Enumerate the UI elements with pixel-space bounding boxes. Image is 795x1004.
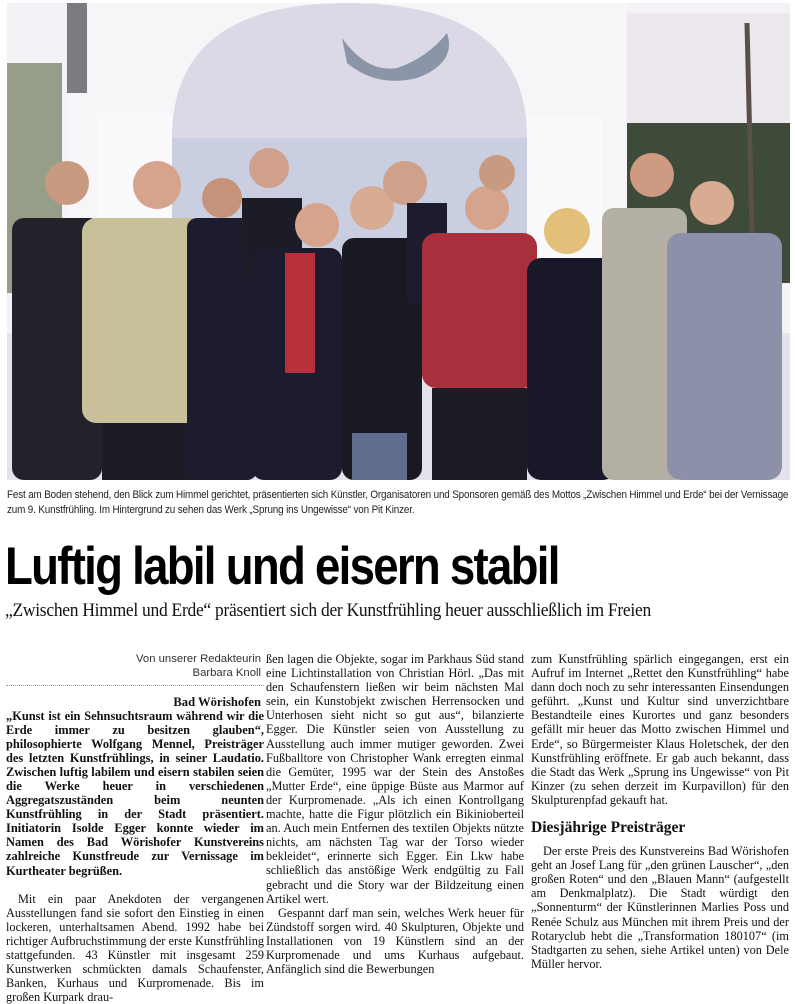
byline-divider bbox=[6, 685, 264, 686]
article-paragraph: Mit ein paar Anekdoten der vergangenen Ausstellungen fand sie sofort den Einstieg in einen lockeren, unterhaltsamen Abend. 1992 habe bei richtiger Aufbruchstimmung der erste Kunstfrühling stattgefunden. 43 Künstler mit insgesamt 259 Kunstwerken schmückten damals Schaufenster, Banken, Kurhaus und Kurpromenade. Bis im großen Kurpark drau- bbox=[6, 891, 264, 1004]
photo-caption bbox=[7, 488, 793, 518]
article-column-2 bbox=[266, 652, 524, 976]
byline bbox=[6, 652, 264, 680]
article-headline: Luftig labil und eisern stabil bbox=[5, 537, 559, 596]
article-paragraph: ßen lagen die Objekte, sogar im Parkhaus Süd stand eine Lichtinstallation von Christian Hörl. „Das mit den Schaufenstern ließen wir beim nächsten Mal sein, ein Kunstobjekt zwischen Herrensocken und Unterhosen sieht nicht so gut aus“, bilanzierte Egger. Die Künstler seien von Ausstellung zu Ausstellung auch immer mutiger geworden. Zwei Fußballtore von Christopher Wank erregten einmal die Gemüter, 1995 war der Stein des Anstoßes „Mutter Erde“, eine üppige Büste aus Marmor auf der Kurpromenade. „Als ich einen Kontrollgang machte, hatte die Figur plötzlich ein Bikinioberteil an. Auch mein Entfernen des textilen Objekts nützte nichts, am nächsten Tag war der Torso wieder bekleidet“, erinnerte sich Egger. Ein Lkw habe schließlich das anstößige Werk endgültig zu Fall gebracht und die Story war der Bildzeitung einen Artikel wert. bbox=[266, 652, 524, 906]
byline-author-role: Von unserer Redakteurin bbox=[136, 653, 261, 665]
dateline: Bad Wörishofen bbox=[173, 695, 261, 709]
article-paragraph: Der erste Preis des Kunstvereins Bad Wörishofen geht an Josef Lang für „den grünen Lauscher“, „den großen Roten“ und den „Blauen Mann“ (aufgestellt am Denkmalplatz). Die Stadt würdigt den „Sonnenturm“ der Künstlerinnen Marlies Poss und Renée Schulz aus München mit ihrem Preis und der Rotaryclub hebt die „Transformation 180107“ (im Stadtgarten zu sehen, siehe Artikel unten) von Dele Müller hervor. bbox=[531, 844, 789, 971]
article-paragraph: Gespannt darf man sein, welches Werk heuer für Zündstoff sorgen wird. 40 Skulpturen, Objekte und Installationen von 19 Künstlern sind an der Kurpromenade und ums Kurhaus aufgebaut. Anfänglich sind die Bewerbungen bbox=[266, 905, 524, 977]
photo-right-building bbox=[607, 13, 790, 133]
photo-caption-text: Fest am Boden stehend, den Blick zum Himmel gerichtet, präsentierten sich Künstler, Organisatoren und Sponsoren gemäß des Mottos „Zwischen Himmel und Erde“ bei der Vernissage zum 9. Kunstfrühling. Im Hintergrund zu sehen das Werk „Sprung ins Ungewisse“ von Pit Kinzer. bbox=[7, 489, 789, 516]
article-column-1 bbox=[6, 652, 264, 1004]
article-subheadline: „Zwischen Himmel und Erde“ präsentiert sich der Kunstfrühling heuer ausschließlich im Freien bbox=[5, 600, 651, 621]
group-photo-illustration bbox=[7, 3, 790, 480]
photo-gutter bbox=[67, 3, 87, 93]
article-lead: „Kunst ist ein Sehnsuchtsraum während wir die Erde immer zu besitzen glauben“, philosophierte Wolfgang Mennel, Preisträger des letzten Kunstfrühlings, in seiner Laudatio. Zwischen luftig labilem und eisern stabilen seien die Werke heuer in verschiedenen Aggregatszuständen beim neunten Kunstfrühling in der Stadt präsentiert. Initiatorin Isolde Egger konnte wieder im Namen des Bad Wörishofer Kunstvereins zahlreiche Kunstfreude zur Vernissage im Kurtheater begrüßen. bbox=[6, 709, 264, 878]
article-subhead: Diesjährige Preisträger bbox=[531, 819, 686, 837]
article-paragraph: zum Kunstfrühling spärlich eingegangen, erst ein Aufruf im Internet „Rettet den Kunstfrühling“ habe dann doch noch zu sehr interessanten Einsendungen geführt. „Kunst und Kultur sind unverzichtbare Bestandteile eines Kurortes und ganz besonders gefällt mir heuer das Motto zwischen Himmel und Erde“, so Bürgermeister Klaus Holetschek, der den Kunstfrühling eröffnete. Er gab auch bekannt, dass die Stadt das Werk „Sprung ins Ungewisse“ von Pit Kinzer (zu sehen derzeit im Kurpavillon) für den Skulpturenpfad gekauft hat. bbox=[531, 652, 789, 807]
article-photo bbox=[7, 3, 790, 480]
byline-author-name: Barbara Knoll bbox=[192, 667, 261, 679]
article-column-3 bbox=[531, 652, 789, 971]
